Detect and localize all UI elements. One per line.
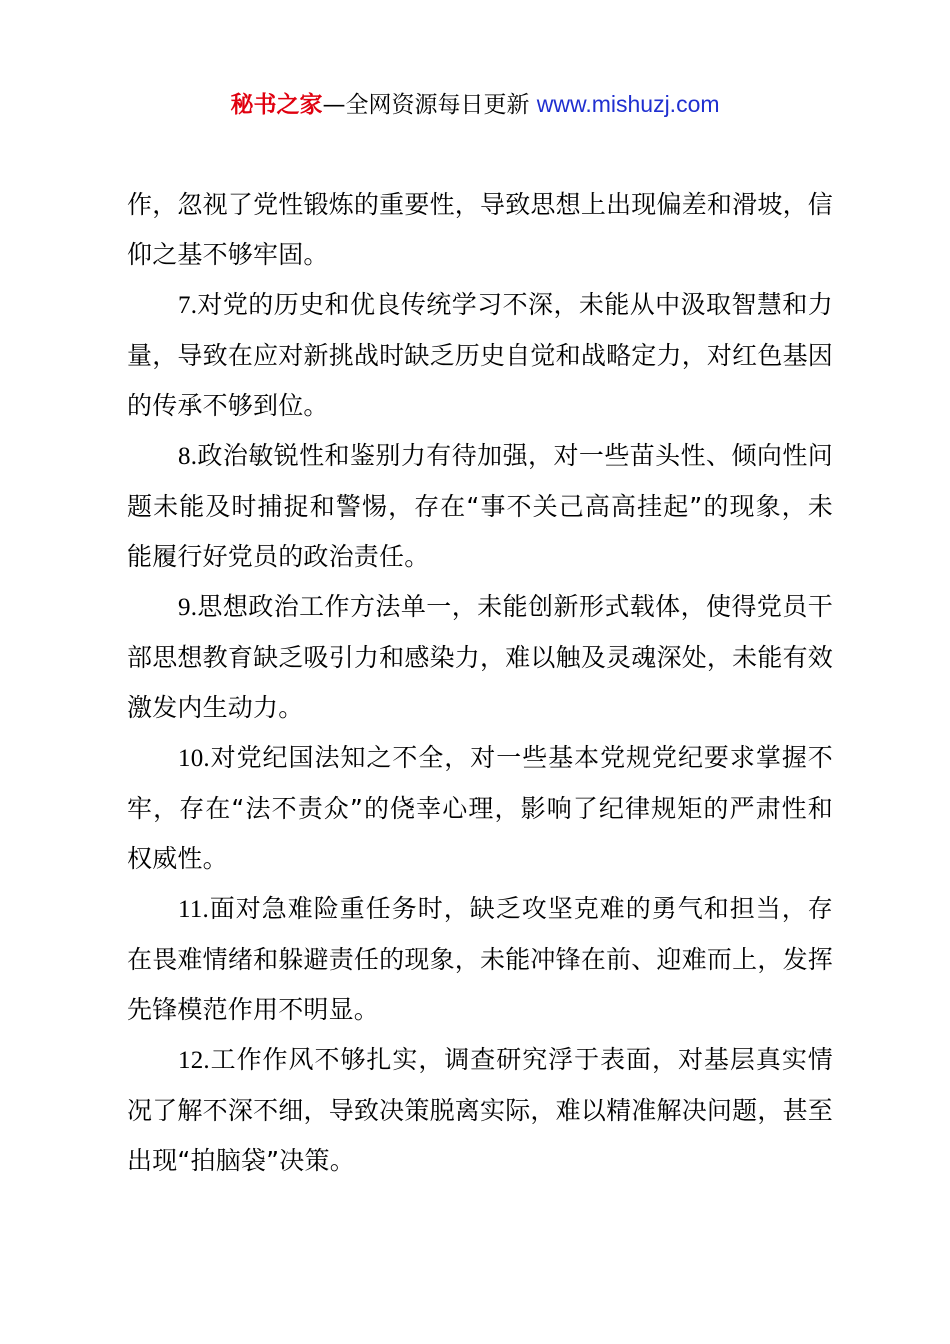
paragraph-text: 面对急难险重任务时，缺乏攻坚克难的勇气和担当，存在畏难情绪和躲避责任的现象，未能冲锋在前、迎难而上，发挥先锋模范作用不明显。 [127, 894, 833, 1024]
paragraph-text: 思想政治工作方法单一，未能创新形式载体，使得党员干部思想教育缺乏吸引力和感染力，难以触及灵魂深处，未能有效激发内生动力。 [127, 592, 833, 722]
page-header [0, 88, 950, 121]
item-number: 8. [178, 443, 198, 470]
item-number: 12. [178, 1047, 210, 1074]
paragraph-continuation [127, 180, 833, 280]
site-url-link[interactable]: www.mishuzj.com [536, 91, 720, 117]
paragraph-text: 对党纪国法知之不全，对一些基本党规党纪要求掌握不牢，存在“法不责众”的侥幸心理，影响了纪律规矩的严肃性和权威性。 [127, 743, 833, 873]
item-number: 10. [178, 745, 210, 772]
document-body [127, 180, 833, 1186]
item-number: 9. [178, 594, 198, 621]
list-item-8 [127, 431, 833, 582]
list-item-9 [127, 582, 833, 733]
item-number: 11. [178, 896, 209, 923]
list-item-10 [127, 733, 833, 884]
list-item-11 [127, 884, 833, 1035]
header-tagline: —全网资源每日更新 [322, 92, 530, 118]
list-item-7 [127, 280, 833, 431]
paragraph-text: 工作作风不够扎实，调查研究浮于表面，对基层真实情况了解不深不细，导致决策脱离实际，难以精准解决问题，甚至出现“拍脑袋”决策。 [127, 1045, 833, 1175]
paragraph-text: 对党的历史和优良传统学习不深，未能从中汲取智慧和力量，导致在应对新挑战时缺乏历史自觉和战略定力，对红色基因的传承不够到位。 [127, 290, 833, 420]
brand-name: 秘书之家 [230, 92, 323, 118]
paragraph-text: 作，忽视了党性锻炼的重要性，导致思想上出现偏差和滑坡，信仰之基不够牢固。 [127, 190, 833, 269]
item-number: 7. [178, 292, 198, 319]
paragraph-text: 政治敏锐性和鉴别力有待加强，对一些苗头性、倾向性问题未能及时捕捉和警惕，存在“事不关己高高挂起”的现象，未能履行好党员的政治责任。 [127, 441, 833, 571]
list-item-12 [127, 1035, 833, 1186]
